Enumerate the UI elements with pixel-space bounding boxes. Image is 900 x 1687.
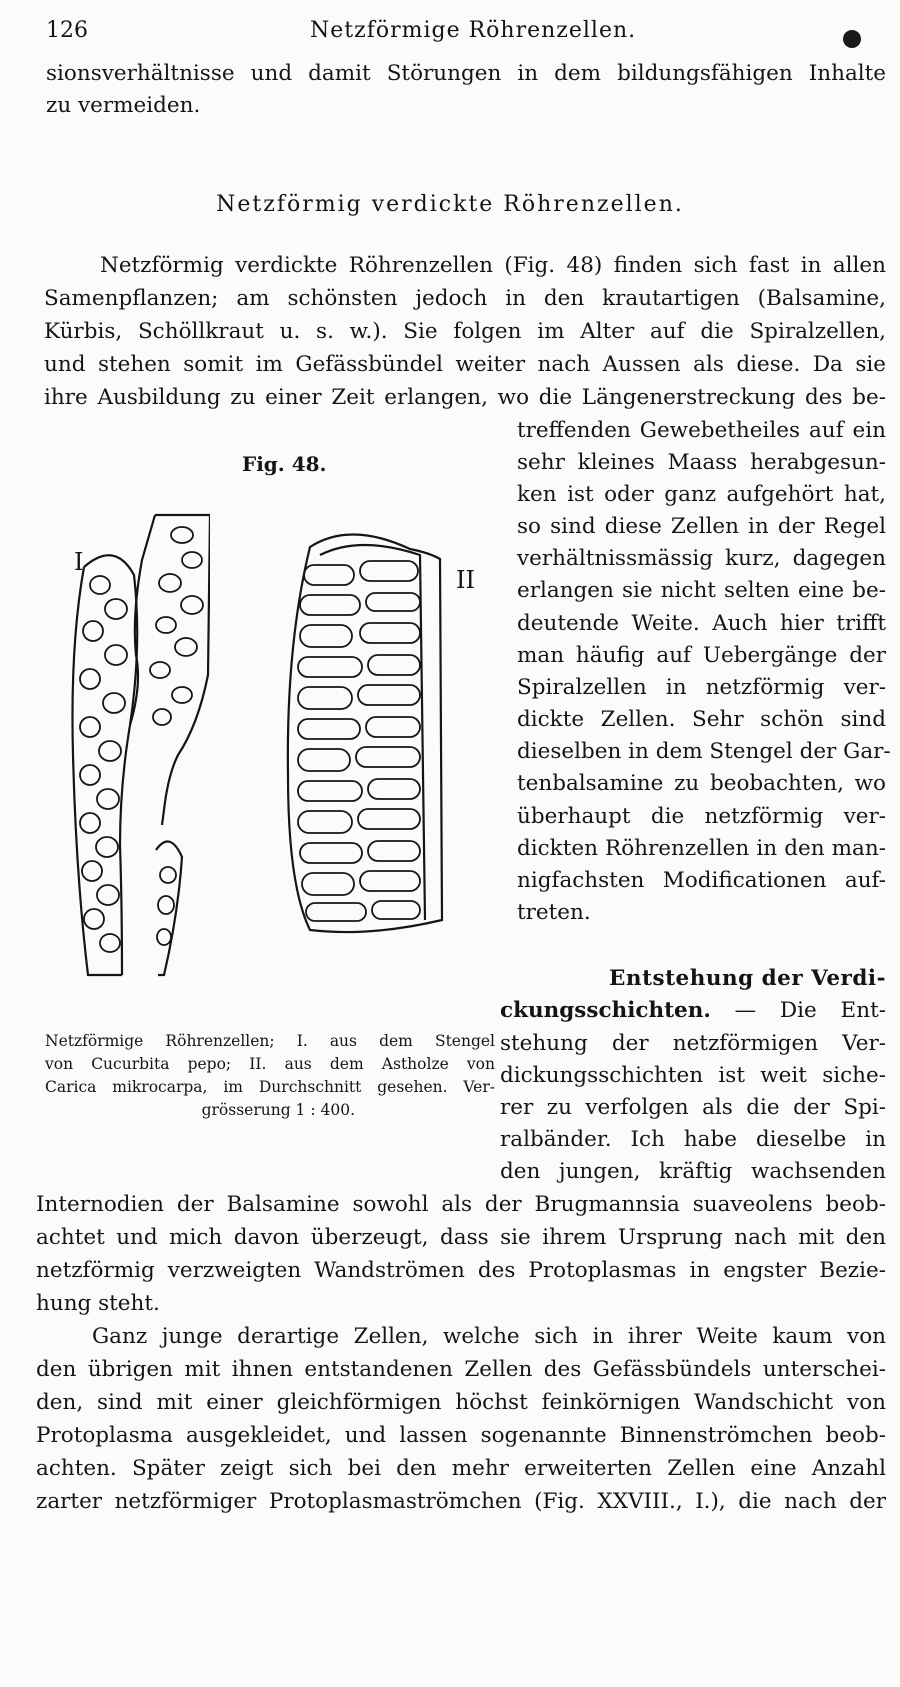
paragraph-line: und stehen somit im Gefässbündel weiter nach Aussen als diese. Da sie: [44, 352, 886, 377]
ink-blot: [843, 30, 861, 48]
subheading-bold: ckungsschichten.: [500, 998, 711, 1023]
subheading-line: [500, 995, 886, 1027]
intro-line: sionsverhältnisse und damit Störungen in dem bildungsfähigen Inhalte: [46, 61, 886, 86]
caption-line: Carica mikrocarpa, im Durchschnitt gesehen. Ver-: [45, 1078, 495, 1096]
column-line: stehung der netzförmigen Ver-: [500, 1031, 886, 1056]
paragraph-line: ihre Ausbildung zu einer Zeit erlangen, wo die Längenerstreckung des be-: [44, 385, 886, 410]
column-line: man häufig auf Uebergänge der: [517, 643, 886, 668]
column-line: dickungsschichten ist weit siche-: [500, 1063, 886, 1088]
column-line: nigfachsten Modificationen auf-: [517, 868, 886, 893]
column-line: erlangen sie nicht selten eine be-: [517, 578, 886, 603]
column-line: sehr kleines Maass herabgesun-: [517, 450, 886, 475]
figure-ii-cell-drawing: [280, 525, 450, 945]
paragraph-line: Netzförmig verdickte Röhrenzellen (Fig. 48) finden sich fast in allen: [100, 253, 886, 278]
column-line: treten.: [517, 900, 591, 925]
paragraph-line: Ganz junge derartige Zellen, welche sich in ihrer Weite kaum von: [92, 1324, 886, 1349]
paragraph-line: den übrigen mit ihnen entstandenen Zellen des Gefässbündels unterschei-: [36, 1357, 886, 1382]
column-line: ralbänder. Ich habe dieselbe in: [500, 1127, 886, 1152]
column-line: ken ist oder ganz aufgehört hat,: [517, 482, 886, 507]
figure-i-cell-drawing: [60, 505, 210, 990]
page-number: 126: [46, 18, 88, 43]
column-line: tenbalsamine zu beobachten, wo: [517, 771, 886, 796]
column-line: deutende Weite. Auch hier trifft: [517, 611, 886, 636]
paragraph-line: hung steht.: [36, 1291, 160, 1316]
figure-label: Fig. 48.: [242, 452, 327, 476]
caption-line: von Cucurbita pepo; II. aus dem Astholze von: [45, 1055, 495, 1073]
running-title: Netzförmige Röhrenzellen.: [310, 18, 637, 43]
intro-line: zu vermeiden.: [46, 93, 201, 118]
column-line: Spiralzellen in netzförmig ver-: [517, 675, 886, 700]
column-line: rer zu verfolgen als die der Spi-: [500, 1095, 886, 1120]
figure-label-i: I: [74, 548, 84, 576]
figure-label-ii: II: [456, 566, 475, 594]
caption-line: grösserung 1 : 400.: [201, 1101, 355, 1119]
column-line: treffenden Gewebetheiles auf ein: [517, 418, 886, 443]
paragraph-line: Internodien der Balsamine sowohl als der Brugmannsia suaveolens beob-: [36, 1192, 886, 1217]
column-line: dieselben in dem Stengel der Gar-: [517, 739, 891, 764]
column-line: verhältnissmässig kurz, dagegen: [517, 546, 886, 571]
column-line: so sind diese Zellen in der Regel: [517, 514, 886, 539]
paragraph-line: Kürbis, Schöllkraut u. s. w.). Sie folgen im Alter auf die Spiralzellen,: [44, 319, 886, 344]
figure-caption: [45, 1030, 495, 1122]
subheading-line: Entstehung der Verdi-: [609, 966, 886, 991]
paragraph-line: achten. Später zeigt sich bei den mehr erweiterten Zellen eine Anzahl: [36, 1456, 886, 1481]
section-title: Netzförmig verdickte Röhrenzellen.: [216, 192, 684, 217]
paragraph-line: netzförmig verzweigten Wandströmen des Protoplasmas in engster Bezie-: [36, 1258, 886, 1283]
caption-line: Netzförmige Röhrenzellen; I. aus dem Stengel: [45, 1032, 495, 1050]
paragraph-line: Samenpflanzen; am schönsten jedoch in den krautartigen (Balsamine,: [44, 286, 886, 311]
paragraph-line: Protoplasma ausgekleidet, und lassen sogenannte Binnenströmchen beob-: [36, 1423, 886, 1448]
column-line: überhaupt die netzförmig ver-: [517, 804, 886, 829]
paragraph-line: achtet und mich davon überzeugt, dass sie ihrem Ursprung nach mit den: [36, 1225, 886, 1250]
column-line: dickten Röhrenzellen in den man-: [517, 836, 886, 861]
paragraph-line: zarter netzförmiger Protoplasmaströmchen (Fig. XXVIII., I.), die nach der: [36, 1489, 886, 1514]
column-line: den jungen, kräftig wachsenden: [500, 1159, 886, 1184]
column-line: dickte Zellen. Sehr schön sind: [517, 707, 886, 732]
subheading-rest: — Die Ent-: [710, 998, 886, 1023]
paragraph-line: den, sind mit einer gleichförmigen höchst feinkörnigen Wandschicht von: [36, 1390, 886, 1415]
